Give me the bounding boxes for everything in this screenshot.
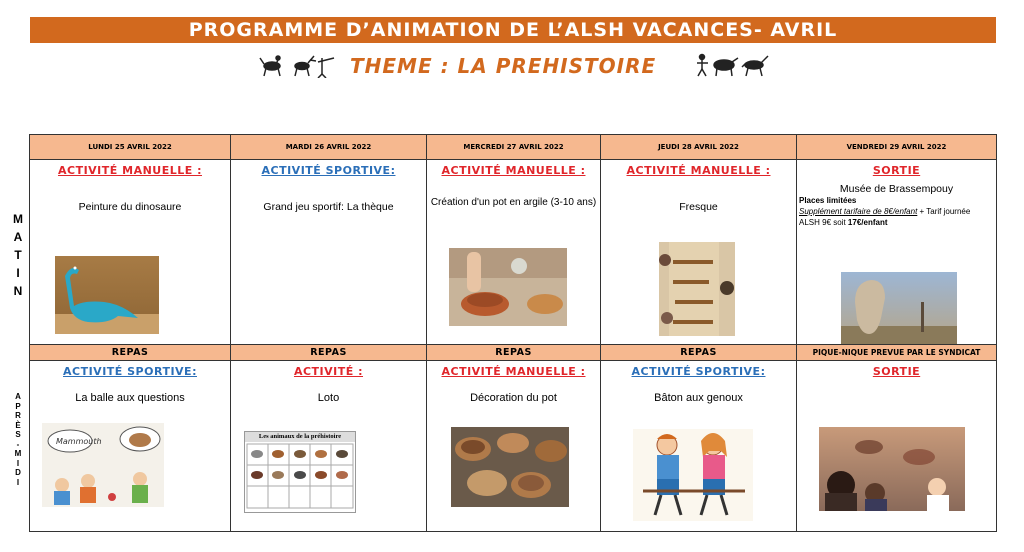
day-header: VENDREDI 29 AVRIL 2022 (797, 135, 997, 160)
theme-row (0, 50, 1024, 82)
day-header-row (30, 135, 997, 160)
day-header: JEUDI 28 AVRIL 2022 (601, 135, 797, 160)
activity-description: La balle aux questions (75, 392, 185, 404)
activity-description: Fresque (679, 201, 718, 213)
places-limitees: Places limitées (799, 196, 857, 205)
activity-cell (797, 361, 997, 532)
dinosaur-painting-image (55, 256, 159, 334)
activity-cell (30, 361, 231, 532)
activity-description: Décoration du pot (470, 392, 557, 404)
activity-cell (231, 160, 427, 345)
loto-card-image (244, 431, 356, 513)
cave-painting-hunters-icon (258, 52, 336, 78)
activity-cell (30, 160, 231, 345)
theme-title: THEME : LA PREHISTOIRE (350, 54, 657, 78)
meal-cell: REPAS (231, 345, 427, 361)
supplement-text: Supplément tarifaire de 8€/enfant (799, 207, 918, 216)
page-title-banner: PROGRAMME D’ANIMATION DE L’ALSH VACANCES- AVRIL (30, 17, 996, 43)
clay-pot-image (449, 248, 567, 326)
side-label-matin: M A T I N (13, 212, 23, 298)
activity-cell (231, 361, 427, 532)
activity-cell (601, 160, 797, 345)
activity-title: ACTIVITÉ MANUELLE : (626, 164, 771, 177)
total-price: 17€/enfant (847, 218, 888, 227)
venus-statue-image (841, 272, 957, 345)
day-header: LUNDI 25 AVRIL 2022 (30, 135, 231, 160)
speech-bubble-text: Mammouth (56, 437, 102, 446)
friday-details (797, 195, 996, 228)
meal-cell: REPAS (427, 345, 601, 361)
activity-title: ACTIVITÉ SPORTIVE: (261, 164, 396, 177)
activity-cell (797, 160, 997, 345)
decorated-pots-image (451, 427, 569, 507)
activity-description: Loto (317, 392, 340, 404)
activity-cell (427, 160, 601, 345)
activity-description: Bâton aux genoux (654, 392, 743, 404)
activity-title: ACTIVITÉ : (293, 365, 364, 378)
schedule-table (29, 134, 997, 532)
activity-title: SORTIE (872, 365, 921, 378)
loto-title: Les animaux de la préhistoire (245, 432, 355, 442)
activity-title: ACTIVITÉ MANUELLE : (57, 164, 202, 177)
activity-title: ACTIVITÉ SPORTIVE: (63, 365, 197, 378)
cave-painting-animals-icon (696, 52, 770, 78)
meal-cell: REPAS (30, 345, 231, 361)
side-label-apres-midi: A P R È S - M I D I (14, 392, 22, 487)
meal-cell: REPAS (601, 345, 797, 361)
cave-visit-image (819, 427, 965, 511)
activity-description: Création d'un pot en argile (3-10 ans) (430, 197, 597, 208)
activity-description: Grand jeu sportif: La thèque (263, 201, 394, 213)
fresco-image (659, 242, 735, 336)
day-header: MARDI 26 AVRIL 2022 (231, 135, 427, 160)
activity-description: Musée de Brassempouy (839, 183, 954, 195)
stick-knees-image (633, 429, 753, 521)
afternoon-row (30, 361, 997, 532)
alsh-price-text: ALSH 9€ soit (799, 218, 848, 227)
day-header: MERCREDI 27 AVRIL 2022 (427, 135, 601, 160)
activity-title: ACTIVITÉ MANUELLE : (441, 365, 586, 378)
plus-text: + Tarif journée (917, 207, 971, 216)
activity-cell (601, 361, 797, 532)
activity-description: Peinture du dinosaure (78, 201, 182, 213)
meal-row (30, 345, 997, 361)
meal-cell: PIQUE-NIQUE PREVUE PAR LE SYNDICAT (797, 345, 997, 361)
activity-title: ACTIVITÉ SPORTIVE: (631, 365, 766, 378)
activity-title: ACTIVITÉ MANUELLE : (441, 164, 586, 177)
activity-title: SORTIE (872, 164, 921, 177)
question-ball-image (42, 423, 164, 507)
morning-row (30, 160, 997, 345)
activity-cell (427, 361, 601, 532)
